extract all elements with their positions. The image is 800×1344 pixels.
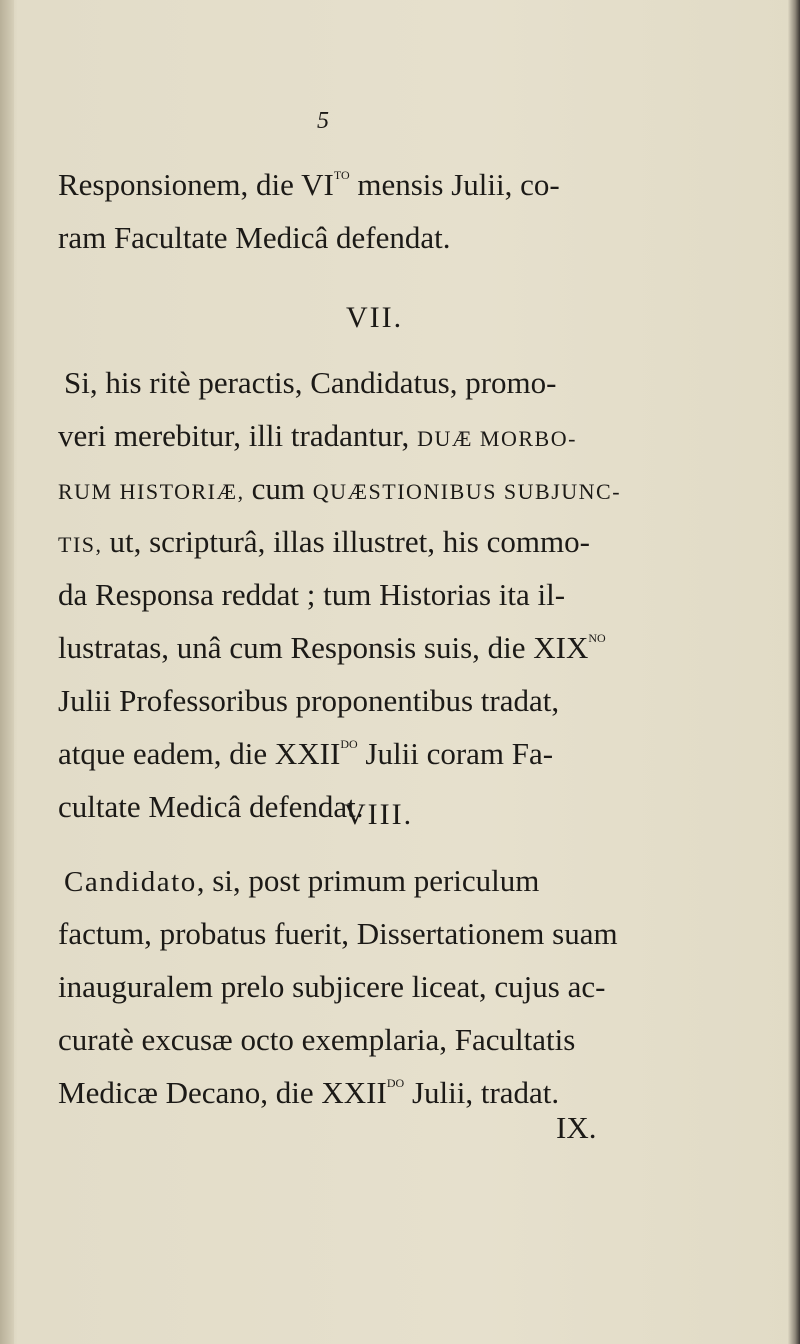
catchword: IX.	[556, 1110, 597, 1145]
text-line: Candidato, si, post primum periculum	[64, 863, 540, 898]
paragraph-viii	[58, 854, 658, 1119]
text-line: veri merebitur, illi tradantur, DUÆ MORBO-	[58, 418, 577, 453]
text-line: atque eadem, die $XXII^{DO}$ Julii coram Fa-	[58, 736, 554, 771]
text-line: lustratas, unâ cum Responsis suis, die $XIX^{NO}$	[58, 630, 606, 665]
text-line: Responsionem, die $VI^{TO}$ mensis Julii, co-	[58, 167, 560, 202]
text-line: RUM HISTORIÆ, cum QUÆSTIONIBUS SUBJUNC-	[58, 471, 622, 506]
text-line: factum, probatus fuerit, Dissertationem suam	[58, 916, 618, 951]
page-number: 5	[317, 108, 329, 134]
text-line: inauguralem prelo subjicere liceat, cujus ac-	[58, 969, 606, 1004]
page-edge-shadow	[788, 0, 800, 1344]
text-line: Julii Professoribus proponentibus tradat,	[58, 683, 560, 718]
paragraph-continuation	[58, 158, 658, 264]
section-heading-viii: VIII.	[344, 798, 414, 831]
text-line: TIS, ut, scripturâ, illas illustret, his commo-	[58, 524, 590, 559]
text-line: da Responsa reddat ; tum Historias ita il-	[58, 577, 566, 612]
text-line: Medicæ Decano, die $XXII^{DO}$ Julii, tradat.	[58, 1075, 560, 1110]
text-line: Si, his ritè peractis, Candidatus, promo-	[64, 365, 557, 400]
text-line: cultate Medicâ defendat.	[58, 789, 364, 824]
page-gutter-shadow	[0, 0, 14, 1344]
paragraph-vii	[58, 356, 658, 833]
text-line: ram Facultate Medicâ defendat.	[58, 220, 451, 255]
text-line: curatè excusæ octo exemplaria, Facultatis	[58, 1022, 576, 1057]
section-heading-vii: VII.	[346, 301, 404, 334]
